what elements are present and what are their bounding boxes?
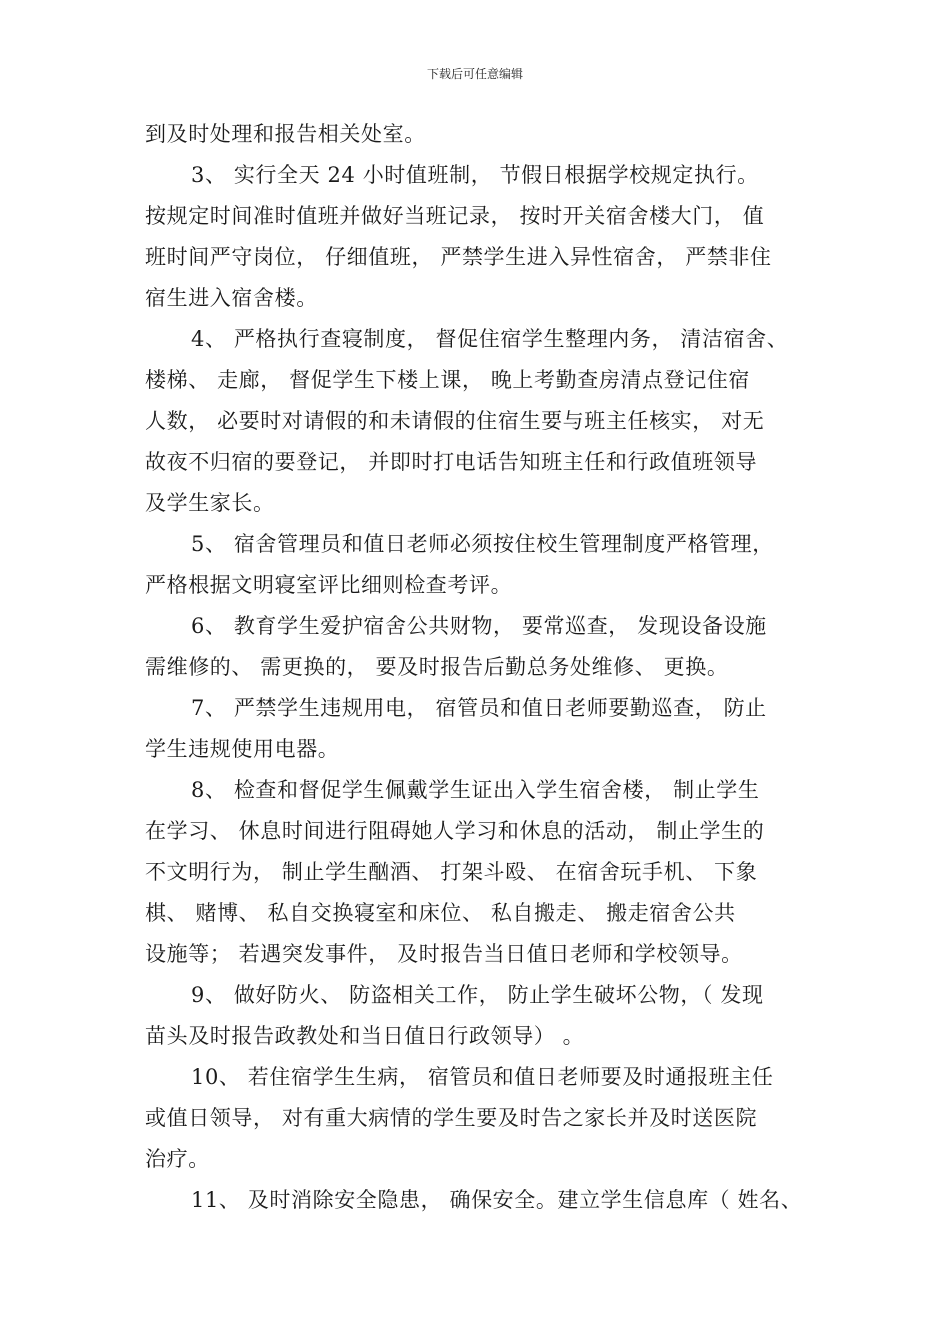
text-line: 楼梯、 走廊， 督促学生下楼上课， 晚上考勤查房清点登记住宿 <box>145 368 751 392</box>
text-line: 6、 教育学生爱护宿舍公共财物， 要常巡查， 发现设备设施 <box>191 614 767 638</box>
page-header: 下载后可任意编辑 <box>426 67 523 81</box>
text-line: 或值日领导， 对有重大病情的学生要及时告之家长并及时送医院 <box>145 1106 758 1130</box>
text-line: 人数， 必要时对请假的和未请假的住宿生要与班主任核实， 对无 <box>145 409 765 433</box>
document-body <box>145 114 835 1221</box>
text-line: 9、 做好防火、 防盗相关工作， 防止学生破坏公物，（ 发现 <box>191 983 764 1007</box>
text-line: 苗头及时报告政教处和当日值日行政领导） 。 <box>145 1024 585 1048</box>
text-line: 按规定时间准时值班并做好当班记录， 按时开关宿舍楼大门， 值 <box>145 204 765 228</box>
text-line: 3、 实行全天 24 小时值班制， 节假日根据学校规定执行。 <box>191 163 759 187</box>
text-line: 设施等； 若遇突发事件， 及时报告当日值日老师和学校领导。 <box>145 942 743 966</box>
text-line: 故夜不归宿的要登记， 并即时打电话告知班主任和行政值班领导 <box>145 450 758 474</box>
text-line: 到及时处理和报告相关处室。 <box>145 122 426 146</box>
text-line: 7、 严禁学生违规用电， 宿管员和值日老师要勤巡查， 防止 <box>191 696 767 720</box>
text-line: 需维修的、 需更换的， 要及时报告后勤总务处维修、 更换。 <box>145 655 729 679</box>
text-line: 5、 宿舍管理员和值日老师必须按住校生管理制度严格管理， <box>191 532 774 556</box>
text-line: 及学生家长。 <box>145 491 275 515</box>
text-line: 10、 若住宿学生生病， 宿管员和值日老师要及时通报班主任 <box>191 1065 774 1089</box>
text-line: 不文明行为， 制止学生酗酒、 打架斗殴、 在宿舍玩手机、 下象 <box>145 860 758 884</box>
text-line: 11、 及时消除安全隐患， 确保安全。建立学生信息库（ 姓名、 <box>191 1188 803 1212</box>
text-line: 严格根据文明寝室评比细则检查考评。 <box>145 573 513 597</box>
text-line: 8、 检查和督促学生佩戴学生证出入学生宿舍楼， 制止学生 <box>191 778 760 802</box>
text-line: 4、 严格执行查寝制度， 督促住宿学生整理内务， 清洁宿舍、 <box>191 327 789 351</box>
text-line: 宿生进入宿舍楼。 <box>145 286 318 310</box>
text-line: 在学习、 休息时间进行阻碍她人学习和休息的活动， 制止学生的 <box>145 819 765 843</box>
text-line: 治疗。 <box>145 1147 210 1171</box>
text-line: 班时间严守岗位， 仔细值班， 严禁学生进入异性宿舍， 严禁非住 <box>145 245 772 269</box>
text-line: 学生违规使用电器。 <box>145 737 340 761</box>
text-line: 棋、 赌博、 私自交换寝室和床位、 私自搬走、 搬走宿舍公共 <box>145 901 736 925</box>
